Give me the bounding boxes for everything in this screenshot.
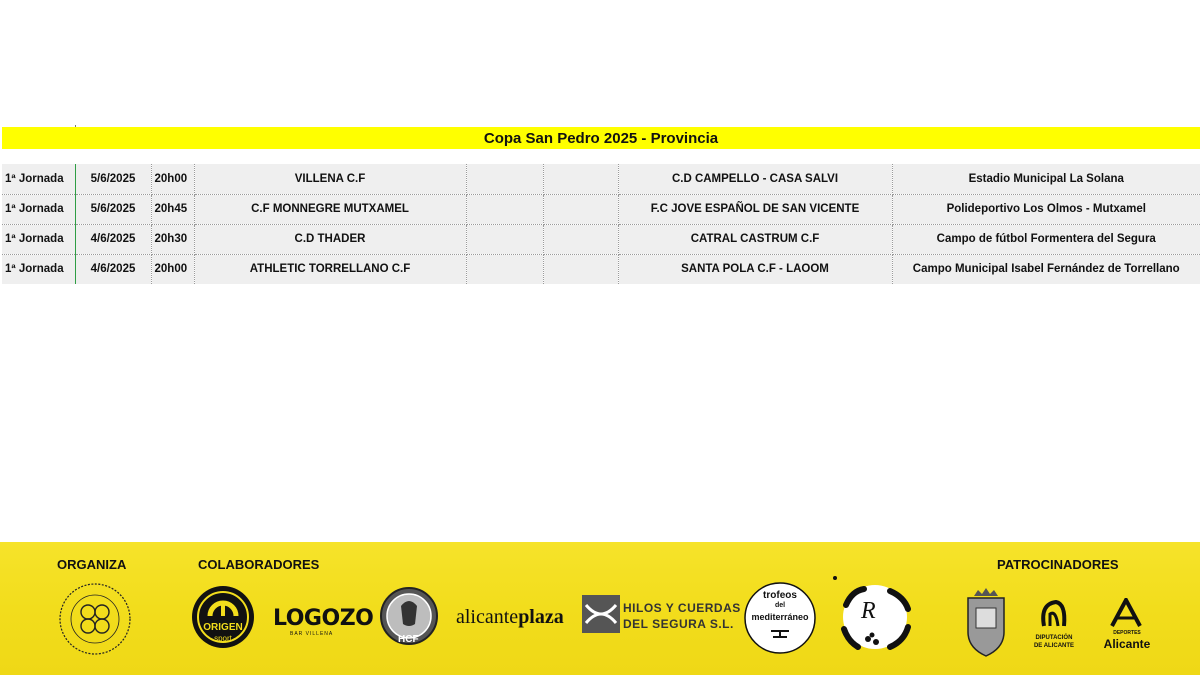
logozo-logo-subtext: BAR VILLENA	[290, 631, 334, 637]
trofeos-logo-line1: trofeos	[763, 590, 797, 601]
trofeos-logo-line3: mediterráneo	[751, 612, 809, 622]
time-cell: 20h45	[151, 194, 194, 224]
logozo-logo-text: LOGOZO	[273, 606, 374, 631]
home-score-cell	[466, 194, 543, 224]
home-score-cell	[466, 224, 543, 254]
round-cell: 1ª Jornada	[2, 254, 75, 284]
away-team-cell: F.C JOVE ESPAÑOL DE SAN VICENTE	[618, 194, 892, 224]
hcf-logo-text: HCF	[398, 634, 419, 645]
away-score-cell	[543, 194, 618, 224]
round-cell: 1ª Jornada	[2, 224, 75, 254]
date-cell: 5/6/2025	[75, 164, 151, 194]
round-cell: 1ª Jornada	[2, 164, 75, 194]
city-council-shield-logo	[964, 588, 1008, 658]
fixture-row	[2, 194, 1200, 224]
deportes-line2: Alicante	[1103, 637, 1151, 651]
home-team-cell: C.D THADER	[194, 224, 466, 254]
away-score-cell	[543, 164, 618, 194]
diputacion-emblem	[1038, 598, 1070, 630]
fixture-row	[2, 224, 1200, 254]
trofeos-logo-line2: del	[774, 602, 786, 609]
home-team-cell: ATHLETIC TORRELLANO C.F	[194, 254, 466, 284]
organiza-heading: ORGANIZA	[57, 557, 127, 572]
diputacion-line2: DE ALICANTE	[1033, 643, 1075, 649]
venue-cell: Estadio Municipal La Solana	[892, 164, 1200, 194]
venue-cell: Campo Municipal Isabel Fernández de Torrellano	[892, 254, 1200, 284]
alicanteplaza-logo-part1: alicante	[456, 606, 519, 628]
home-score-cell	[466, 164, 543, 194]
date-cell: 4/6/2025	[75, 224, 151, 254]
date-cell: 5/6/2025	[75, 194, 151, 224]
alicanteplaza-logo-part2: plaza	[518, 606, 564, 628]
deportes-line1: DEPORTES	[1113, 630, 1141, 636]
fixture-row	[2, 254, 1200, 284]
sponsors-footer	[0, 542, 1200, 675]
time-cell: 20h00	[151, 254, 194, 284]
away-team-cell: CATRAL CASTRUM C.F	[618, 224, 892, 254]
colaboradores-heading: COLABORADORES	[198, 557, 320, 572]
diputacion-line1: DIPUTACIÓN	[1035, 635, 1073, 641]
fixtures-table	[2, 164, 1200, 284]
time-cell: 20h00	[151, 164, 194, 194]
deportes-alicante-emblem	[1108, 598, 1144, 628]
away-team-cell: C.D CAMPELLO - CASA SALVI	[618, 164, 892, 194]
alicanteplaza-logo	[456, 606, 564, 629]
origen-logo-text: ORIGEN	[203, 622, 243, 633]
r-logo-letter: R	[861, 598, 876, 624]
away-team-cell: SANTA POLA C.F - LAOOM	[618, 254, 892, 284]
hilos-logo-line2: DEL SEGURA S.L.	[623, 617, 734, 631]
home-team-cell: VILLENA C.F	[194, 164, 466, 194]
date-cell: 4/6/2025	[75, 254, 151, 284]
away-score-cell	[543, 254, 618, 284]
patrocinadores-heading: PATROCINADORES	[997, 557, 1119, 572]
tournament-title: Copa San Pedro 2025 - Provincia	[2, 127, 1200, 149]
round-cell: 1ª Jornada	[2, 194, 75, 224]
origen-logo-subtext: sport	[214, 634, 232, 643]
home-score-cell	[466, 254, 543, 284]
venue-cell: Campo de fútbol Formentera del Segura	[892, 224, 1200, 254]
home-team-cell: C.F MONNEGRE MUTXAMEL	[194, 194, 466, 224]
fixture-row	[2, 164, 1200, 194]
hilos-cuerdas-emblem	[582, 595, 620, 633]
time-cell: 20h30	[151, 224, 194, 254]
away-score-cell	[543, 224, 618, 254]
hilos-logo-line1: HILOS Y CUERDAS	[623, 601, 741, 615]
venue-cell: Polideportivo Los Olmos - Mutxamel	[892, 194, 1200, 224]
organizer-seal-logo	[58, 582, 132, 656]
